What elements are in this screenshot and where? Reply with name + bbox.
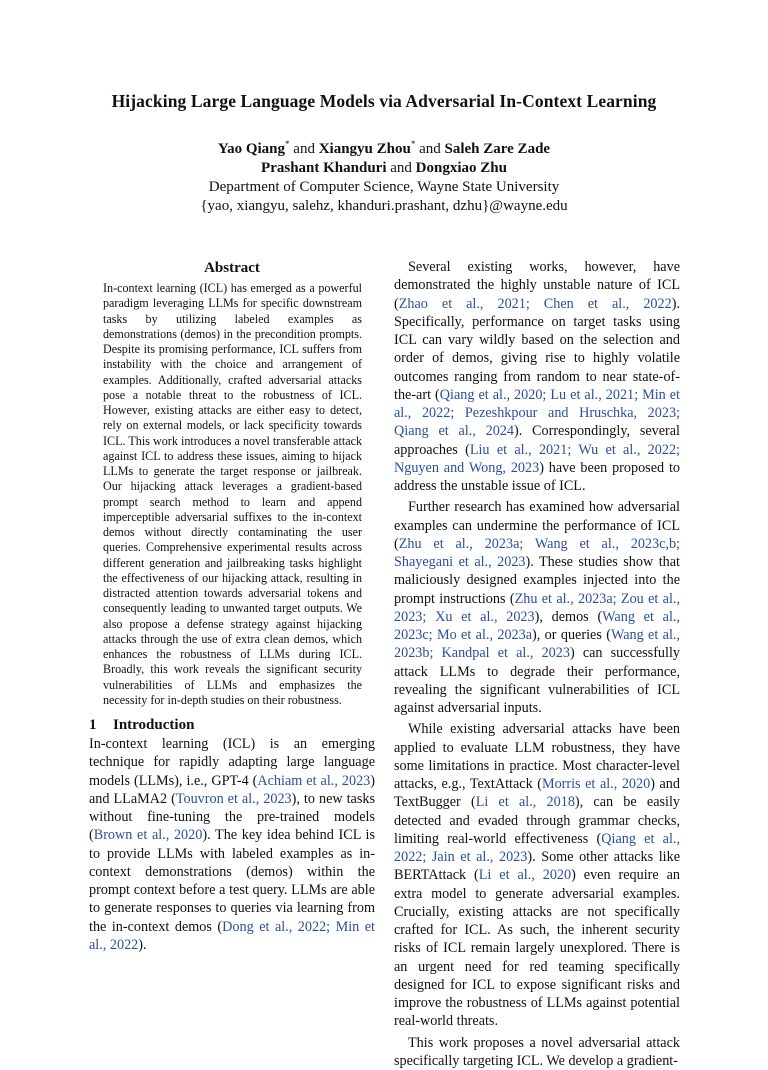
paragraph-text: ). These studies show that maliciously designed examples injected into the prompt instructions ( [394, 554, 680, 607]
author-name: Prashant Khanduri [261, 160, 386, 176]
author-line-1 [0, 140, 768, 159]
citation-link[interactable]: Wang et al., 2023c; Mo et al., 2023a [394, 609, 680, 643]
paragraph-text: ) can successfully attack LLMs to degrade their performance, revealing the significant vulnerabilities of ICL against adversarial inputs. [394, 645, 680, 716]
paragraph-text: ). [138, 937, 146, 953]
citation-link[interactable]: Zhu et al., 2023a; Wang et al., 2023c,b; Shayegani et al., 2023 [394, 536, 680, 570]
paragraph-text: ) and LLaMA2 ( [89, 773, 375, 807]
paragraph-text: ) and TextBugger ( [394, 776, 680, 810]
citation-link[interactable]: Qiang et al., 2020; Lu et al., 2021; Min et al., 2022; Pezeshkpour and Hruschka, 2023; Qiang et al., 2024 [394, 387, 680, 440]
citation-link[interactable]: Achiam et al., 2023 [257, 773, 370, 789]
body-paragraph-2 [394, 498, 680, 717]
paragraph-text: This work proposes a novel adversarial attack specifically targeting ICL. We develop a gradient- [394, 1035, 680, 1069]
affiliation: Department of Computer Science, Wayne State University [0, 178, 768, 197]
author-name: Yao Qiang [218, 141, 285, 157]
author-separator: and [419, 141, 441, 157]
paragraph-text: Several existing works, however, have demonstrated the highly unstable nature of ICL ( [394, 259, 680, 312]
citation-link[interactable]: Qiang et al., 2022; Jain et al., 2023 [394, 831, 680, 865]
citation-link[interactable]: Li et al., 2018 [476, 794, 575, 810]
paragraph-text: ), demos ( [535, 609, 603, 625]
paragraph-text: Further research has examined how adversarial examples can undermine the performance of ICL ( [394, 499, 680, 552]
author-emails: {yao, xiangyu, salehz, khanduri.prashant, dzhu}@wayne.edu [0, 197, 768, 216]
citation-link[interactable]: Wang et al., 2023b; Kandpal et al., 2023 [394, 627, 680, 661]
paragraph-text: ), or queries ( [532, 627, 611, 643]
equal-contribution-mark: * [411, 139, 416, 149]
section-number: 1 [89, 715, 113, 735]
author-line-2 [0, 159, 768, 178]
body-paragraph-3 [394, 720, 680, 1030]
body-paragraph-4 [394, 1034, 680, 1070]
author-separator: and [390, 160, 412, 176]
author-name: Xiangyu Zhou [319, 141, 411, 157]
citation-link[interactable]: Brown et al., 2020 [94, 827, 203, 843]
author-separator: and [293, 141, 315, 157]
paragraph-text: In-context learning (ICL) is an emerging technique for rapidly adapting large language models (LLMs), i.e., GPT-4 ( [89, 736, 375, 789]
right-column [394, 258, 680, 1070]
paragraph-text: ). Some other attacks like BERTAttack ( [394, 849, 680, 883]
abstract-heading: Abstract [89, 258, 375, 278]
citation-link[interactable]: Liu et al., 2021; Wu et al., 2022; Nguyen and Wong, 2023 [394, 442, 680, 476]
paragraph-text: ), to new tasks without fine-tuning the pre-trained models ( [89, 791, 375, 844]
section-title: Introduction [113, 717, 194, 733]
paragraph-text: ). The key idea behind ICL is to provide LLMs with labeled examples as in-context demonstrations (demos) within the prompt context before a test query. LLMs are able to generate responses to queries via learning from the in-context demos ( [89, 827, 375, 934]
paragraph-text: ) even require an extra model to generate adversarial examples. Crucially, existing attacks are not specifically crafted for ICL. As such, the inherent security risks of ICL remain largely unexplored. There is an urgent need for red teaming specifically designed for ICL to expose significant risks and improve the robustness of LLMs against potential real-world threats. [394, 867, 680, 1029]
equal-contribution-mark: * [285, 139, 290, 149]
body-paragraph-1 [394, 258, 680, 495]
paper-title: Hijacking Large Language Models via Adversarial In-Context Learning [0, 91, 768, 112]
citation-link[interactable]: Touvron et al., 2023 [176, 791, 292, 807]
paragraph-text: ). Specifically, performance on target tasks using ICL can vary wildly based on the selection and order of demos, giving rise to highly volatile outcomes ranging from random to near state-of-the-art ( [394, 296, 680, 403]
citation-link[interactable]: Zhao et al., 2021; Chen et al., 2022 [399, 296, 672, 312]
author-name: Dongxiao Zhu [416, 160, 507, 176]
abstract-text: In-context learning (ICL) has emerged as a powerful paradigm leveraging LLMs for specific downstream tasks by utilizing labeled examples as demonstrations (demos) in the precondition prompts. Despite its promising performance, ICL suffers from instability with the choice and arrangement of examples. Additionally, crafted adversarial attacks pose a notable threat to the robustness of ICL. However, existing attacks are either easy to detect, rely on external models, or lack specificity towards ICL. This work introduces a novel transferable attack against ICL to address these issues, aiming to hijack LLMs to generate the target response or jailbreak. Our hijacking attack leverages a gradient-based prompt search method to learn and append imperceptible adversarial suffixes to the in-context demos without directly contaminating the user queries. Comprehensive experimental results across different generation and jailbreaking tasks highlight the effectiveness of our hijacking attack, resulting in distracted attention towards adversarial tokens and consequently leading to unwanted target outputs. We also propose a defense strategy against hijacking attacks through the use of extra clean demos, which enhances the robustness of LLMs during ICL. Broadly, this work reveals the significant security vulnerabilities of LLMs and emphasizes the necessity for in-depth studies on their robustness. [103, 281, 362, 708]
author-block [0, 140, 768, 216]
paragraph-text: While existing adversarial attacks have been applied to evaluate LLM robustness, they have some limitations in practice. Most character-level attacks, e.g., TextAttack ( [394, 721, 680, 792]
citation-link[interactable]: Li et al., 2020 [479, 867, 571, 883]
paragraph-text: ), can be easily detected and evaded through grammar checks, limiting real-world effectiveness ( [394, 794, 680, 847]
left-column [89, 258, 375, 954]
author-name: Saleh Zare Zade [445, 141, 551, 157]
citation-link[interactable]: Zhu et al., 2023a; Zou et al., 2023; Xu et al., 2023 [394, 591, 680, 625]
paragraph-text: ). Correspondingly, several approaches ( [394, 423, 680, 457]
paragraph-text: ) have been proposed to address the unstable issue of ICL. [394, 460, 680, 494]
section-heading-introduction [89, 715, 375, 735]
citation-link[interactable]: Dong et al., 2022; Min et al., 2022 [89, 919, 375, 953]
citation-link[interactable]: Morris et al., 2020 [542, 776, 650, 792]
intro-paragraph-1 [89, 735, 375, 954]
